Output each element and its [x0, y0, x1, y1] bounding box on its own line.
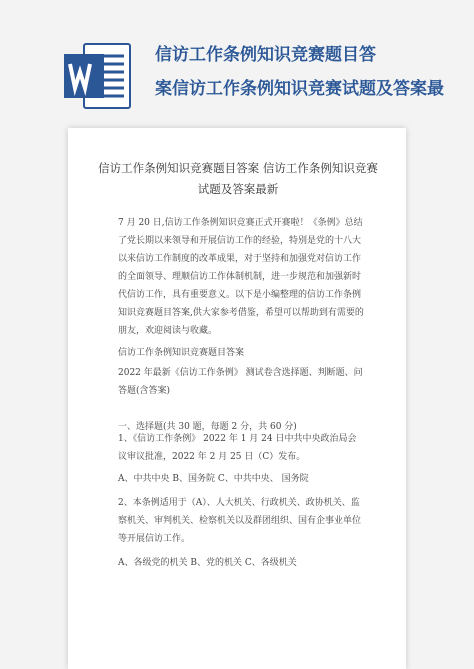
question-2: 2、本条例适用于（A）、人大机关、行政机关、政协机关、监察机关、审判机关、检察机关以及群团组织、国有企事业单位等开展信访工作。 [118, 498, 362, 544]
question-1-options: A、中共中央 B、国务院 C、中共中央、 国务院 [118, 474, 309, 484]
page-title: 信访工作条例知识竞赛题目答 案信访工作条例知识竞赛试题及答案最 [155, 45, 444, 99]
document-title: 信访工作条例知识竞赛题目答案 信访工作条例知识竞赛试题及答案最新 [98, 161, 378, 196]
question-2-options: A、各级党的机关 B、党的机关 C、各级机关 [118, 558, 297, 568]
question-1: 1、《信访工作条例》 2022 年 1 月 24 日中共中央政治局会议审议批准，2022 年 2 月 25 日（C）发布。 [118, 434, 357, 462]
header-banner [0, 0, 474, 120]
document-page [68, 128, 406, 669]
question-section-heading: 一、选择题(共 30 题，每题 2 分，共 60 分) [118, 422, 297, 432]
word-document-icon [62, 42, 132, 110]
intro-paragraph: 7 月 20 日,信访工作条例知识竞赛正式开赛啦！《条例》总结了党长期以来领导和开展信访工作的经验，特别是党的十八大以来信访工作制度的改革成果，对于坚持和加强党对信访工作的全面领导、理顺信访工作体制机制，进一步规范和加强新时代信访工作，具有重要意义。以下是小编整理的信访工作条例知识竞赛题目答案,供大家参考借鉴，希望可以帮助到有需要的朋友，欢迎阅读与收藏。 [118, 218, 364, 336]
section-heading: 信访工作条例知识竞赛题目答案 [118, 348, 245, 358]
test-description: 2022 年最新《信访工作条例》 测试卷含选择题、判断题、问答题(含答案) [118, 368, 363, 396]
